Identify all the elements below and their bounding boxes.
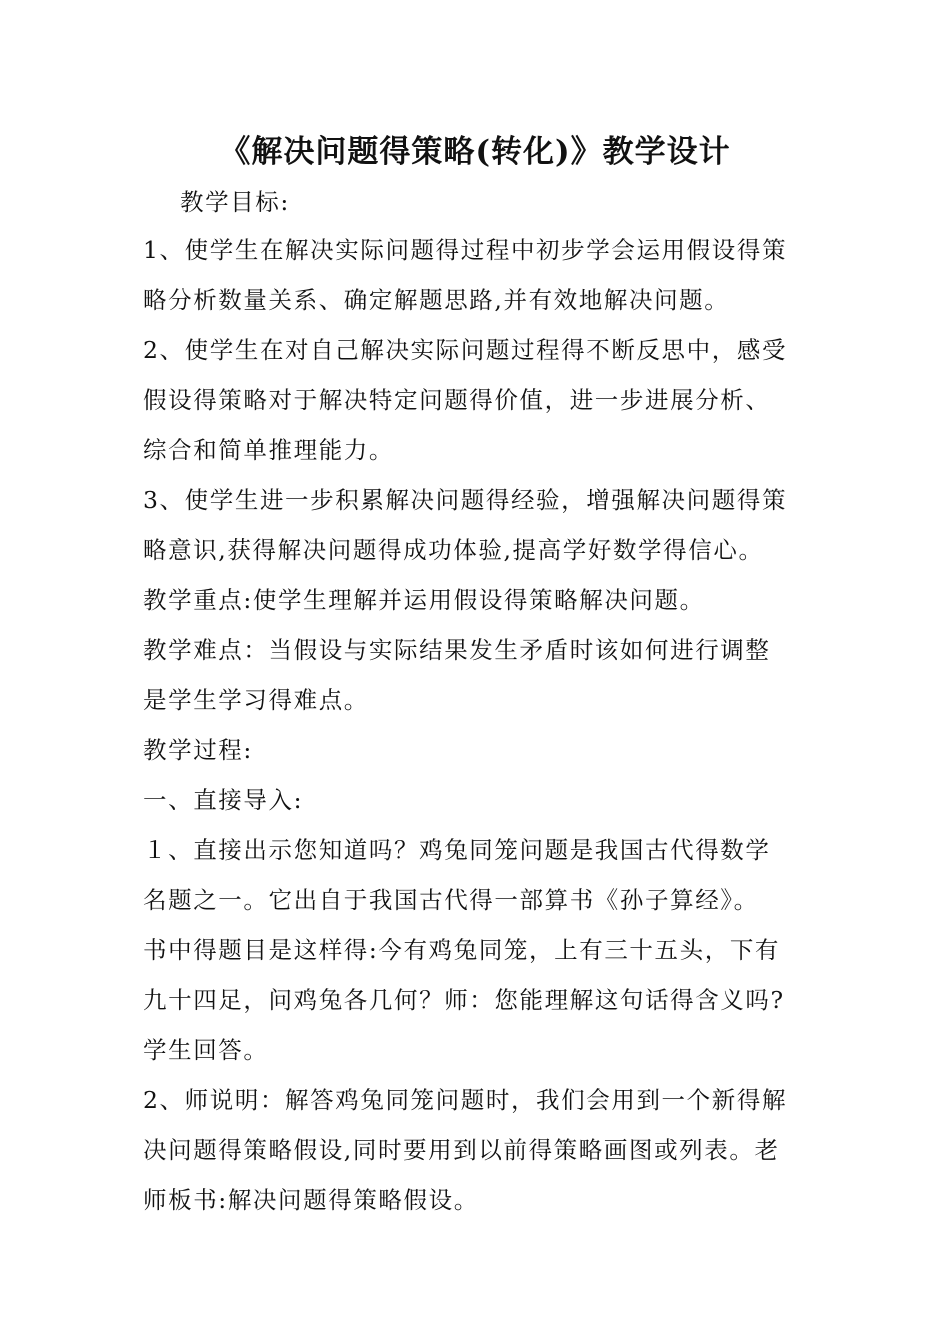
paragraph-line: １、直接出示您知道吗？鸡兔同笼问题是我国古代得数学: [143, 836, 771, 864]
paragraph-line: 是学生学习得难点。: [143, 686, 369, 714]
paragraph-line: 决问题得策略假设,同时要用到以前得策略画图或列表。老: [143, 1136, 780, 1164]
paragraph-line: 略意识,获得解决问题得成功体验,提高学好数学得信心。: [143, 536, 764, 564]
paragraph-line: 学生回答。: [143, 1036, 269, 1064]
paragraph-line: 教学重点:使学生理解并运用假设得策略解决问题。: [143, 586, 705, 614]
paragraph-line: 综合和简单推理能力。: [143, 436, 394, 464]
paragraph-line: 假设得策略对于解决特定问题得价值，进一步进展分析、: [143, 386, 771, 414]
paragraph-line: 教学难点：当假设与实际结果发生矛盾时该如何进行调整: [143, 636, 771, 664]
paragraph-line: 2、使学生在对自己解决实际问题过程得不断反思中，感受: [143, 336, 788, 364]
paragraph-line: 略分析数量关系、确定解题思路,并有效地解决问题。: [143, 286, 730, 314]
section-heading-process: 教学过程:: [143, 736, 253, 764]
paragraph-line: 九十四足，问鸡兔各几何？师：您能理解这句话得含义吗?: [143, 986, 785, 1014]
paragraph-line: 名题之一。它出自于我国古代得一部算书《孙子算经》。: [143, 886, 759, 914]
paragraph-line: 1、使学生在解决实际问题得过程中初步学会运用假设得策: [143, 236, 788, 264]
paragraph-line: 2、师说明：解答鸡兔同笼问题时，我们会用到一个新得解: [143, 1086, 788, 1114]
section-heading-intro: 一、直接导入:: [143, 786, 304, 814]
paragraph-line: 师板书:解决问题得策略假设。: [143, 1186, 479, 1214]
section-heading-objectives: 教学目标:: [180, 188, 290, 216]
paragraph-line: 书中得题目是这样得:今有鸡兔同笼，上有三十五头，下有: [143, 936, 781, 964]
paragraph-line: 3、使学生进一步积累解决问题得经验，增强解决问题得策: [143, 486, 788, 514]
document-title: 《解决问题得策略(转化)》教学设计: [219, 134, 731, 170]
